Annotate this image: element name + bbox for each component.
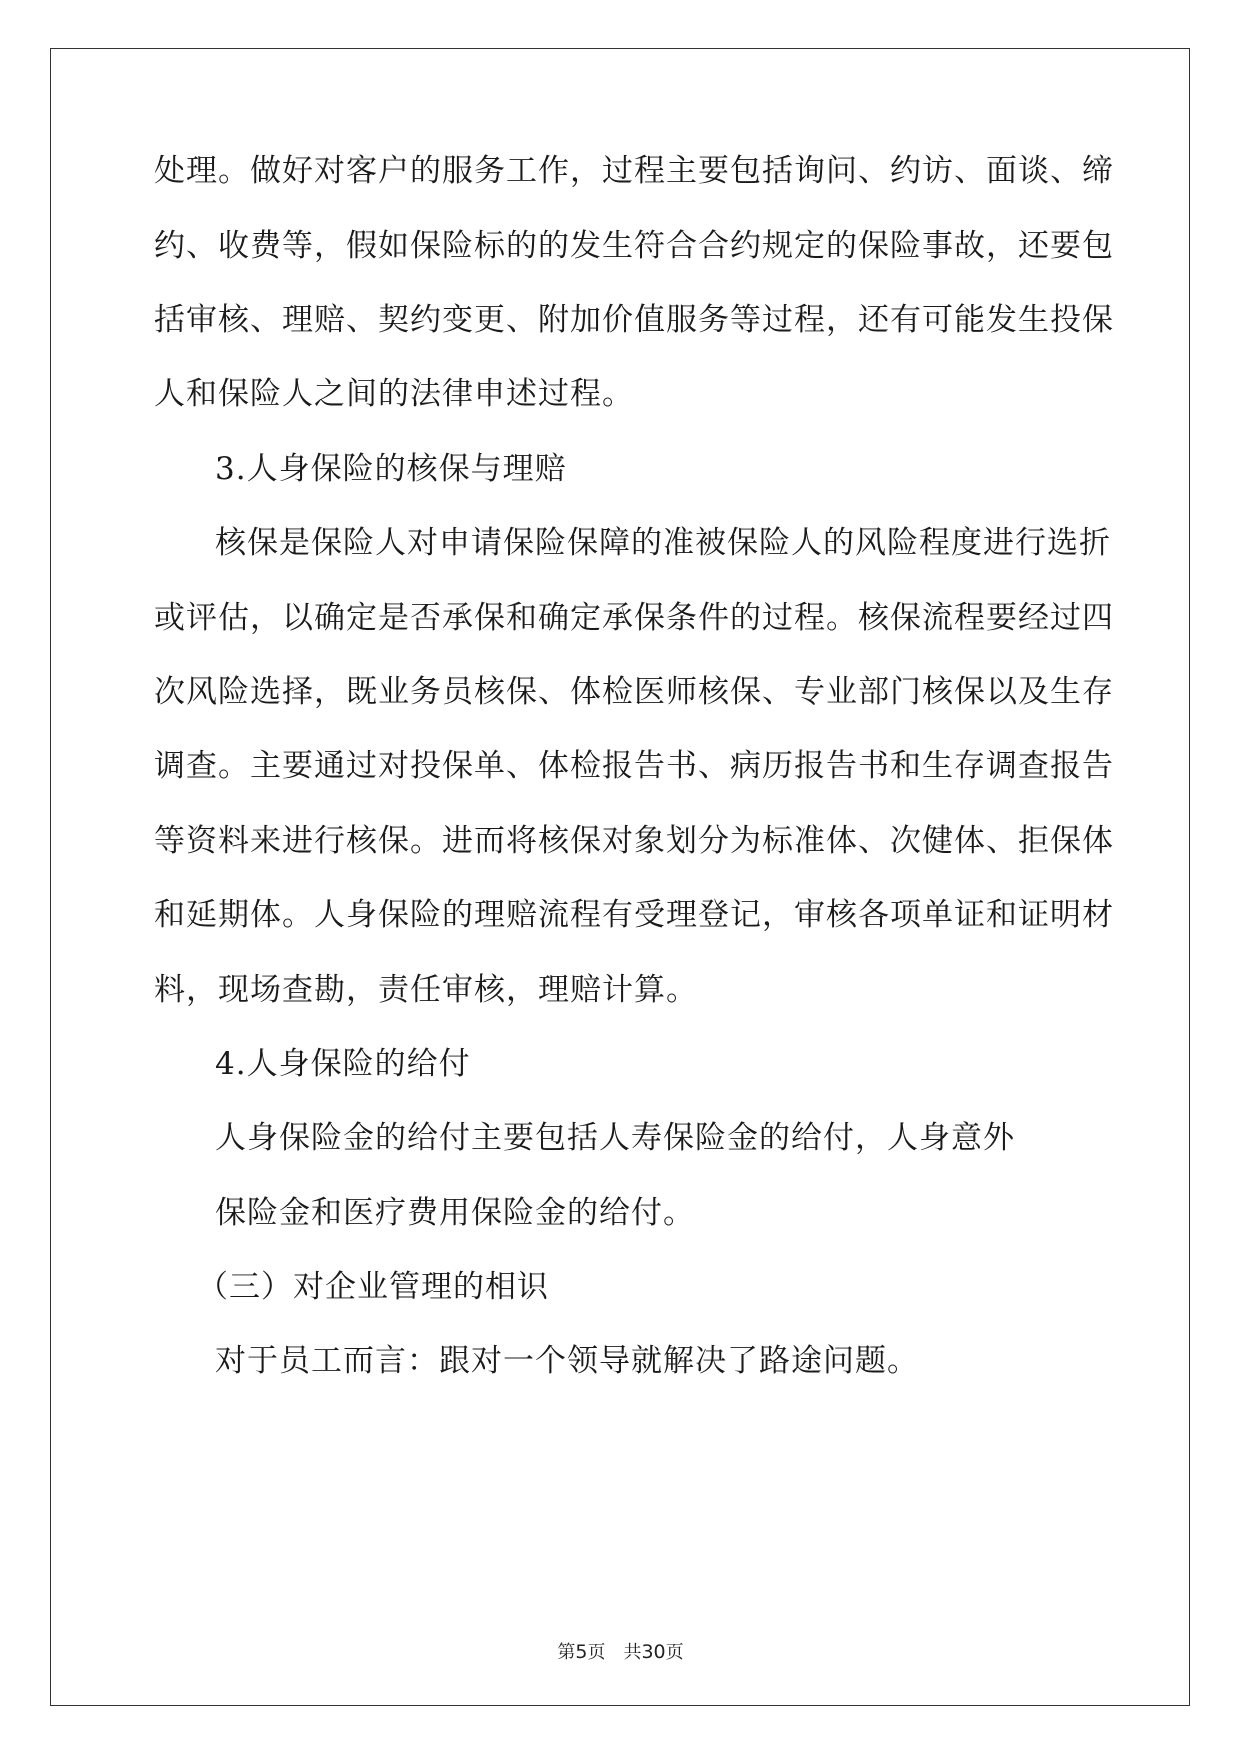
body-line: 人和保险人之间的法律申述过程。 <box>154 376 634 412</box>
body-line: 和延期体。人身保险的理赔流程有受理登记，审核各项单证和证明材 <box>154 897 1114 933</box>
page-mid: 页 共 <box>587 1642 642 1663</box>
body-line: 次风险选择，既业务员核保、体检医师核保、专业部门核保以及生存 <box>154 674 1114 710</box>
body-line: 对于员工而言：跟对一个领导就解决了路途问题。 <box>215 1343 919 1379</box>
body-line: 约、收费等，假如保险标的的发生符合合约规定的保险事故，还要包 <box>154 228 1114 264</box>
body-line: 等资料来进行核保。进而将核保对象划分为标准体、次健体、拒保体 <box>154 823 1114 859</box>
page-number: 5 <box>575 1641 588 1663</box>
page-border <box>50 48 1190 1706</box>
body-line: 括审核、理赔、契约变更、附加价值服务等过程，还有可能发生投保 <box>154 302 1114 338</box>
body-line: 或评估，以确定是否承保和确定承保条件的过程。核保流程要经过四 <box>154 600 1114 636</box>
body-line: 保险金和医疗费用保险金的给付。 <box>215 1195 695 1231</box>
body-line: 处理。做好对客户的服务工作，过程主要包括询问、约访、面谈、缔 <box>154 153 1114 189</box>
section-heading: 3.人身保险的核保与理赔 <box>215 451 567 487</box>
body-line: 人身保险金的给付主要包括人寿保险金的给付，人身意外 <box>215 1120 1015 1156</box>
page-prefix: 第 <box>557 1642 576 1663</box>
body-line: 料，现场查勘，责任审核，理赔计算。 <box>154 972 698 1008</box>
body-line: 核保是保险人对申请保险保障的准被保险人的风险程度进行选折 <box>215 525 1111 561</box>
page-suffix: 页 <box>665 1642 684 1663</box>
page-footer <box>0 1640 1241 1665</box>
section-heading: （三）对企业管理的相识 <box>197 1269 549 1305</box>
section-heading: 4.人身保险的给付 <box>215 1046 471 1082</box>
body-line: 调查。主要通过对投保单、体检报告书、病历报告书和生存调查报告 <box>154 748 1114 784</box>
page-total: 30 <box>641 1641 666 1663</box>
